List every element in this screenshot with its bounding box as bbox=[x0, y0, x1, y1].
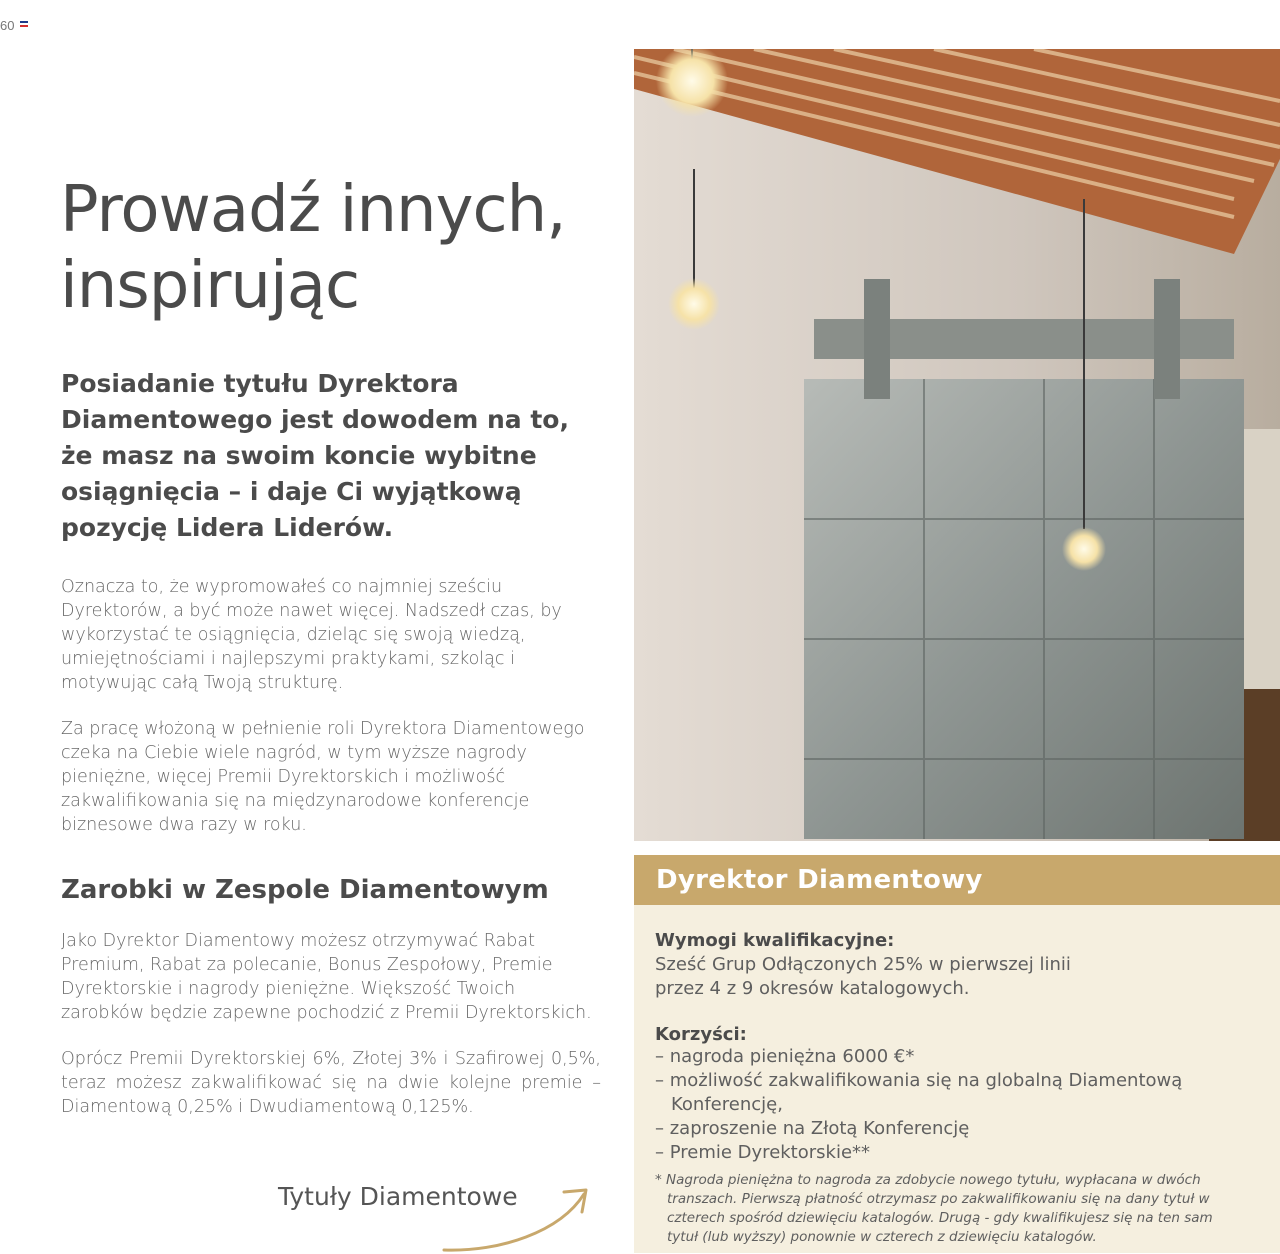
benefits-list bbox=[655, 1045, 1265, 1165]
curved-arrow-icon bbox=[440, 1182, 600, 1254]
page-number: 60 bbox=[0, 18, 15, 33]
section-heading: Zarobki w Zespole Diamentowym bbox=[61, 875, 549, 905]
body-paragraph-3: Jako Dyrektor Diamentowy możesz otrzymywać Rabat Premium, Rabat za polecanie, Bonus Zespołowy, Premie Dyrektorskie i nagrody pieniężne. Większość Twoich zarobków będzie zapewne pochodzić z Premii Dyrektorskich. bbox=[61, 931, 592, 1023]
card-banner bbox=[634, 855, 1280, 905]
requirements-text: Sześć Grup Odłączonych 25% w pierwszej linii przez 4 z 9 okresów katalogowych. bbox=[655, 954, 1071, 999]
page-title: Prowadź innych, inspirując bbox=[60, 173, 566, 323]
body-paragraph-1: Oznacza to, że wypromowałeś co najmniej sześciu Dyrektorów, a być może nawet więcej. Nadszedł czas, by wykorzystać te osiągnięcia, dzieląc się swoją wiedzą, umiejętnościami i najlepszymi praktykami, szkoląc i motywując całą Twoją strukturę. bbox=[61, 577, 562, 693]
list-item: – Premie Dyrektorskie** bbox=[655, 1142, 871, 1163]
list-item: – zaproszenie na Złotą Konferencję bbox=[655, 1118, 970, 1139]
lead-paragraph: Posiadanie tytułu Dyrektora Diamentowego jest dowodem na to, że masz na swoim koncie wybitne osiągnięcia – i daje Ci wyjątkową pozycję Lidera Liderów. bbox=[61, 369, 569, 542]
qualification-card bbox=[634, 905, 1280, 1253]
flag-icon bbox=[20, 21, 28, 27]
body-paragraph-2: Za pracę włożoną w pełnienie roli Dyrektora Diamentowego czeka na Ciebie wiele nagród, w tym wyższe nagrody pieniężne, więcej Premii Dyrektorskich i możliwość zakwalifikowania się na międzynarodowe konferencje biznesowe dwa razy w roku. bbox=[61, 719, 585, 835]
diamond-titles-link[interactable]: Tytuły Diamentowe bbox=[278, 1182, 518, 1211]
card-banner-title: Dyrektor Diamentowy bbox=[656, 865, 983, 895]
benefits-heading: Korzyści: bbox=[655, 1024, 747, 1045]
footnote: * Nagroda pieniężna to nagroda za zdobycie nowego tytułu, wypłacana w dwóch transzach. Pierwszą płatność otrzymasz po zakwalifikowaniu się na dany tytuł w czterech spośród dziewięciu katalogów. Drugą - gdy kwalifikujesz się na ten sam tytuł (lub wyższy) ponownie w czterech z dziewięciu katalogów. bbox=[655, 1172, 1213, 1245]
list-item: – możliwość zakwalifikowania się na globalną Diamentową Konferencję, bbox=[655, 1070, 1183, 1115]
interior-photo bbox=[634, 49, 1280, 841]
requirements-heading: Wymogi kwalifikacyjne: bbox=[655, 930, 895, 951]
list-item: – nagroda pieniężna 6000 €* bbox=[655, 1046, 915, 1067]
body-paragraph-4: Oprócz Premii Dyrektorskiej 6%, Złotej 3% i Szafirowej 0,5%, teraz możesz zakwalifikować się na dwie kolejne premie – Diamentową 0,25% i Dwudiamentową 0,125%. bbox=[61, 1049, 601, 1117]
